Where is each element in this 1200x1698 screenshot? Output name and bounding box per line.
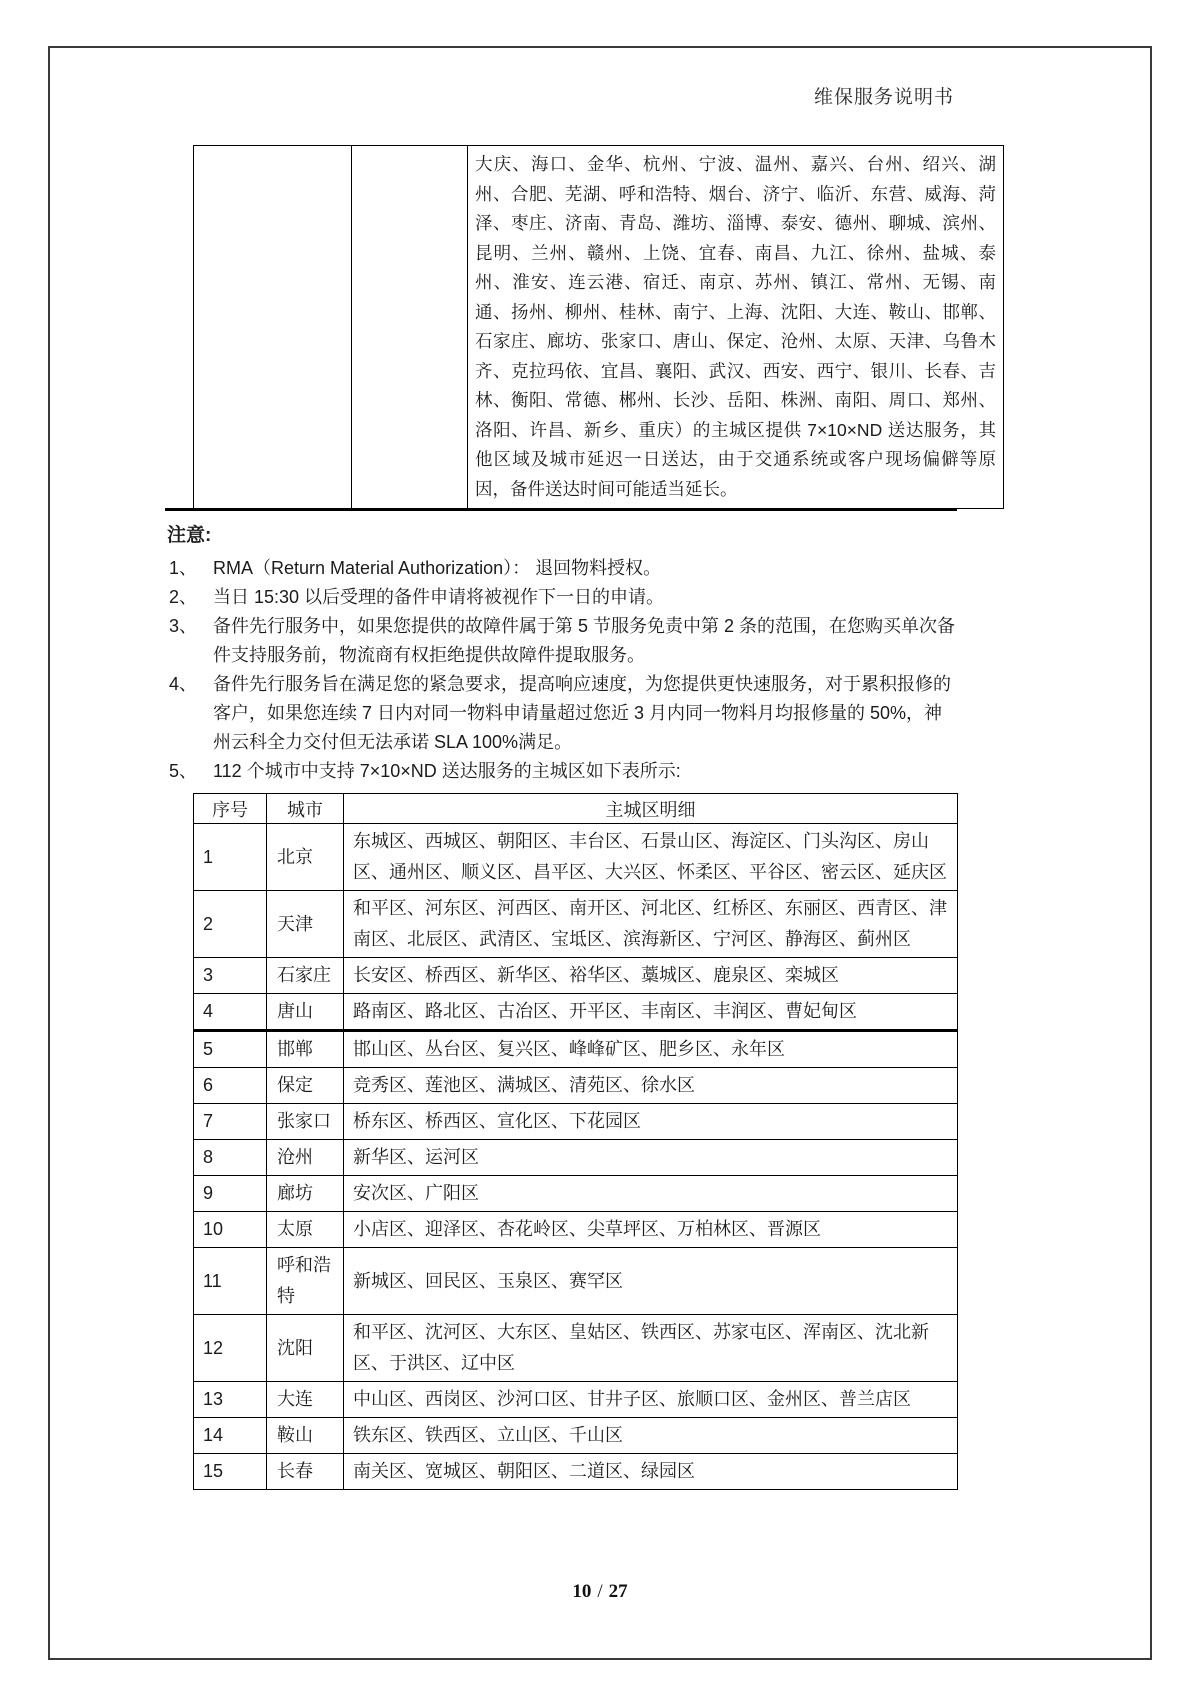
note-item-number: 4、 bbox=[169, 674, 198, 694]
row-index-cell: 1 bbox=[194, 824, 267, 891]
empty-cell-middle bbox=[352, 146, 468, 509]
city-name-cell: 唐山 bbox=[267, 994, 344, 1031]
content-area bbox=[165, 145, 996, 1490]
note-item bbox=[165, 670, 958, 757]
districts-cell: 新华区、运河区 bbox=[344, 1140, 958, 1176]
header-cell-index: 序号 bbox=[194, 794, 267, 824]
districts-cell: 路南区、路北区、古冶区、开平区、丰南区、丰润区、曹妃甸区 bbox=[344, 994, 958, 1031]
header-cell-districts: 主城区明细 bbox=[344, 794, 958, 824]
city-name-cell: 大连 bbox=[267, 1382, 344, 1418]
city-name-cell: 沈阳 bbox=[267, 1315, 344, 1382]
note-item bbox=[165, 757, 958, 786]
notes-list bbox=[165, 554, 958, 786]
row-index-cell: 7 bbox=[194, 1104, 267, 1140]
notes-heading: 注意: bbox=[167, 525, 212, 546]
table-row bbox=[194, 1315, 958, 1382]
districts-cell: 长安区、桥西区、新华区、裕华区、藁城区、鹿泉区、栾城区 bbox=[344, 958, 958, 994]
districts-cell: 竞秀区、莲池区、满城区、清苑区、徐水区 bbox=[344, 1068, 958, 1104]
city-name-cell: 鞍山 bbox=[267, 1418, 344, 1454]
row-index-cell: 14 bbox=[194, 1418, 267, 1454]
row-index-cell: 11 bbox=[194, 1248, 267, 1315]
table-row bbox=[194, 1382, 958, 1418]
districts-cell: 和平区、河东区、河西区、南开区、河北区、红桥区、东丽区、西青区、津南区、北辰区、武清区、宝坻区、滨海新区、宁河区、静海区、蓟州区 bbox=[344, 891, 958, 958]
table-row bbox=[194, 994, 958, 1031]
note-item-text: RMA（Return Material Authorization）： 退回物料授权。 bbox=[213, 558, 662, 578]
districts-cell: 小店区、迎泽区、杏花岭区、尖草坪区、万柏林区、晋源区 bbox=[344, 1212, 958, 1248]
city-name-cell: 保定 bbox=[267, 1068, 344, 1104]
page-number-separator: / bbox=[597, 1581, 603, 1602]
table-row bbox=[194, 1104, 958, 1140]
city-name-cell: 廊坊 bbox=[267, 1176, 344, 1212]
city-name-cell: 沧州 bbox=[267, 1140, 344, 1176]
note-item-number: 5、 bbox=[169, 761, 198, 781]
city-name-cell: 张家口 bbox=[267, 1104, 344, 1140]
note-item-text: 112 个城市中支持 7×10×ND 送达服务的主城区如下表所示: bbox=[213, 761, 681, 781]
districts-cell: 东城区、西城区、朝阳区、丰台区、石景山区、海淀区、门头沟区、房山区、通州区、顺义区、昌平区、大兴区、怀柔区、平谷区、密云区、延庆区 bbox=[344, 824, 958, 891]
note-item bbox=[165, 612, 958, 670]
table-row bbox=[194, 1140, 958, 1176]
districts-cell: 南关区、宽城区、朝阳区、二道区、绿园区 bbox=[344, 1454, 958, 1490]
page-header-title: 维保服务说明书 bbox=[813, 87, 954, 108]
table-row bbox=[194, 146, 1004, 509]
city-name-cell: 石家庄 bbox=[267, 958, 344, 994]
empty-cell-left bbox=[194, 146, 352, 509]
current-page-number: 10 bbox=[572, 1581, 592, 1602]
section-divider-rule bbox=[165, 508, 957, 511]
note-item bbox=[165, 583, 958, 612]
row-index-cell: 8 bbox=[194, 1140, 267, 1176]
table-row bbox=[194, 824, 958, 891]
districts-cell: 铁东区、铁西区、立山区、千山区 bbox=[344, 1418, 958, 1454]
table-row bbox=[194, 1176, 958, 1212]
page-number bbox=[0, 1581, 1200, 1603]
table-row bbox=[194, 1248, 958, 1315]
row-index-cell: 2 bbox=[194, 891, 267, 958]
table-header-row bbox=[194, 794, 958, 824]
continued-city-table bbox=[193, 145, 1004, 509]
row-index-cell: 5 bbox=[194, 1031, 267, 1068]
row-index-cell: 6 bbox=[194, 1068, 267, 1104]
table-row bbox=[194, 891, 958, 958]
city-name-cell: 邯郸 bbox=[267, 1031, 344, 1068]
table-row bbox=[194, 1418, 958, 1454]
city-name-cell: 北京 bbox=[267, 824, 344, 891]
city-list-cell: 大庆、海口、金华、杭州、宁波、温州、嘉兴、台州、绍兴、湖州、合肥、芜湖、呼和浩特、烟台、济宁、临沂、东营、威海、菏泽、枣庄、济南、青岛、潍坊、淄博、泰安、德州、聊城、滨州、昆明、兰州、赣州、上饶、宜春、南昌、九江、徐州、盐城、泰州、淮安、连云港、宿迁、南京、苏州、镇江、常州、无锡、南通、扬州、柳州、桂林、南宁、上海、沈阳、大连、鞍山、邯郸、石家庄、廊坊、张家口、唐山、保定、沧州、太原、天津、乌鲁木齐、克拉玛依、宜昌、襄阳、武汉、西安、西宁、银川、长春、吉林、衡阳、常德、郴州、长沙、岳阳、株洲、南阳、周口、郑州、洛阳、许昌、新乡、重庆）的主城区提供 7×10×ND 送达服务，其他区域及城市延迟一日送达，由于交通系统或客户现场偏僻等原因，备件送达时间可能适当延长。 bbox=[468, 146, 1004, 509]
table-row bbox=[194, 1454, 958, 1490]
districts-cell: 邯山区、丛台区、复兴区、峰峰矿区、肥乡区、永年区 bbox=[344, 1031, 958, 1068]
note-item bbox=[165, 554, 958, 583]
note-item-number: 1、 bbox=[169, 558, 198, 578]
districts-cell: 新城区、回民区、玉泉区、赛罕区 bbox=[344, 1248, 958, 1315]
districts-cell: 桥东区、桥西区、宣化区、下花园区 bbox=[344, 1104, 958, 1140]
note-item-text: 备件先行服务旨在满足您的紧急要求，提高响应速度，为您提供更快速服务，对于累积报修的客户，如果您连续 7 日内对同一物料申请量超过您近 3 月内同一物料月均报修量的 50%，神州云科全力交付但无法承诺 SLA 100%满足。 bbox=[213, 674, 951, 752]
district-table-body bbox=[194, 824, 958, 1490]
districts-cell: 中山区、西岗区、沙河口区、甘井子区、旅顺口区、金州区、普兰店区 bbox=[344, 1382, 958, 1418]
row-index-cell: 9 bbox=[194, 1176, 267, 1212]
note-item-text: 当日 15:30 以后受理的备件申请将被视作下一日的申请。 bbox=[213, 587, 665, 607]
note-item-number: 2、 bbox=[169, 587, 198, 607]
table-row bbox=[194, 958, 958, 994]
districts-cell: 和平区、沈河区、大东区、皇姑区、铁西区、苏家屯区、浑南区、沈北新区、于洪区、辽中区 bbox=[344, 1315, 958, 1382]
total-page-count: 27 bbox=[608, 1581, 628, 1602]
row-index-cell: 3 bbox=[194, 958, 267, 994]
city-name-cell: 天津 bbox=[267, 891, 344, 958]
table-row bbox=[194, 1031, 958, 1068]
district-table bbox=[193, 793, 958, 1490]
row-index-cell: 10 bbox=[194, 1212, 267, 1248]
row-index-cell: 4 bbox=[194, 994, 267, 1031]
city-name-cell: 呼和浩特 bbox=[267, 1248, 344, 1315]
districts-cell: 安次区、广阳区 bbox=[344, 1176, 958, 1212]
row-index-cell: 15 bbox=[194, 1454, 267, 1490]
row-index-cell: 12 bbox=[194, 1315, 267, 1382]
city-name-cell: 太原 bbox=[267, 1212, 344, 1248]
table-row bbox=[194, 1068, 958, 1104]
note-item-number: 3、 bbox=[169, 616, 198, 636]
table-row bbox=[194, 1212, 958, 1248]
note-item-text: 备件先行服务中，如果您提供的故障件属于第 5 节服务免责中第 2 条的范围，在您购买单次备件支持服务前，物流商有权拒绝提供故障件提取服务。 bbox=[213, 616, 956, 665]
row-index-cell: 13 bbox=[194, 1382, 267, 1418]
city-name-cell: 长春 bbox=[267, 1454, 344, 1490]
header-cell-city: 城市 bbox=[267, 794, 344, 824]
